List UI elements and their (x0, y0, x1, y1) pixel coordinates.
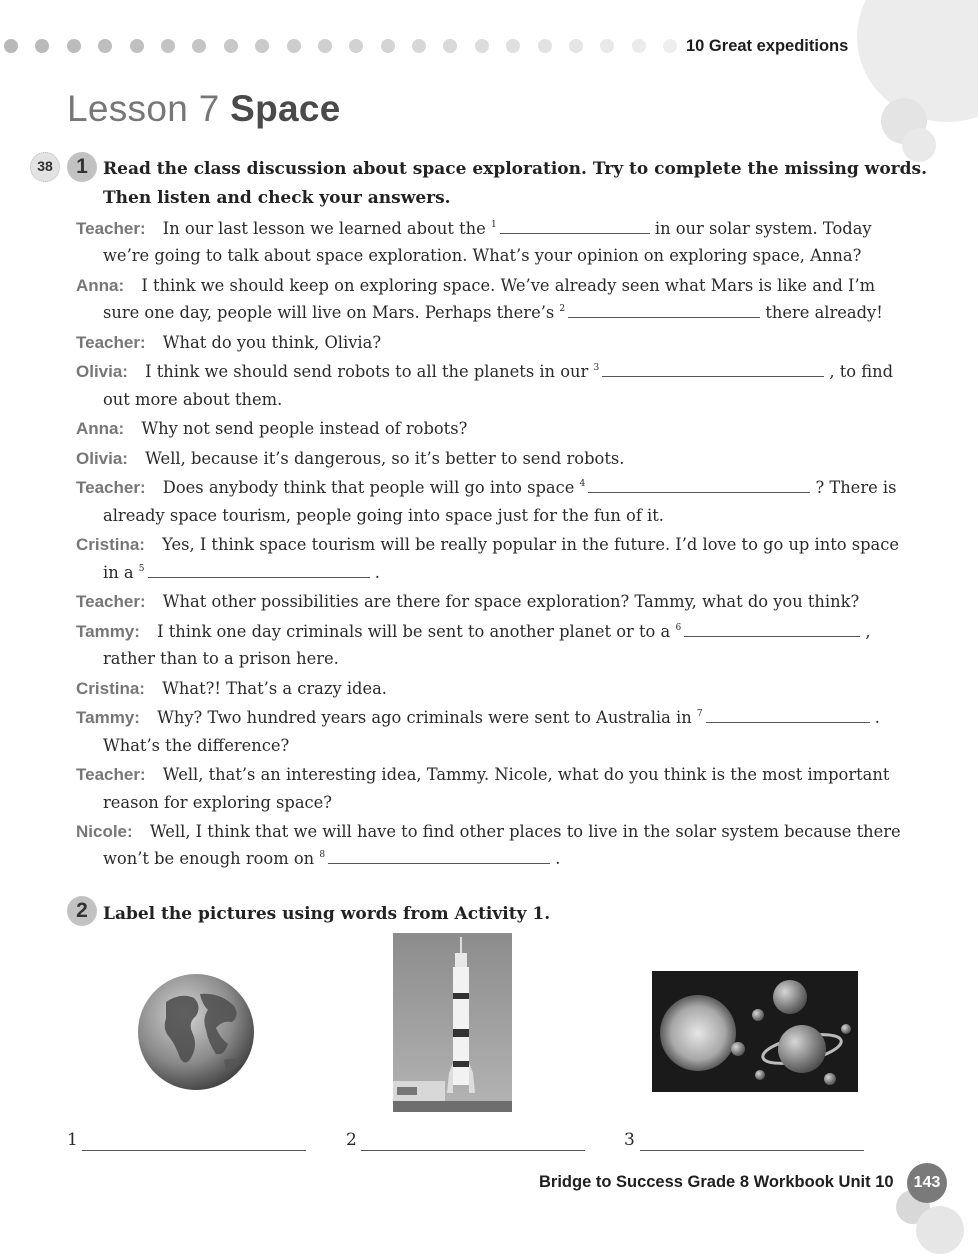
header-dot (538, 39, 552, 53)
dialogue-line (76, 329, 916, 356)
dialogue-line (76, 415, 916, 442)
line-text-after: . What’s the difference? (103, 708, 880, 755)
picture-1-answer-line[interactable] (82, 1150, 306, 1151)
line-text: What?! That’s a crazy idea. (162, 678, 387, 698)
activity-1-number: 1 (67, 152, 97, 182)
answer-blank[interactable] (148, 563, 370, 578)
gap-number: 2 (559, 304, 566, 315)
dialogue-line (76, 618, 916, 673)
header-dot (318, 39, 332, 53)
page-number: 143 (907, 1163, 947, 1203)
activity-2-instruction: Label the pictures using words from Activity 1. (103, 904, 551, 924)
instruction-line-1: Read the class discussion about space exploration. Try to complete the missing words. (103, 159, 927, 179)
line-text: I think one day criminals will be sent to another planet or to a (157, 621, 671, 641)
gap-number: 1 (490, 220, 497, 230)
header-dot (381, 39, 395, 53)
speaker-name: Olivia: (76, 448, 128, 468)
header-dot (412, 39, 426, 53)
speaker-name: Anna: (76, 275, 125, 295)
line-text: Well, I think that we will have to find other places to live in the solar system because there won’t be enough room on (103, 822, 901, 869)
answer-blank[interactable] (588, 478, 810, 493)
answer-blank[interactable] (328, 849, 550, 864)
header-dot (255, 39, 269, 53)
header-dot (4, 39, 18, 53)
dialogue-line (76, 272, 916, 327)
dialogue-line (76, 531, 916, 586)
line-text-after: , rather than to a prison here. (103, 621, 871, 669)
dialogue-line (76, 358, 916, 413)
line-text-after: there already! (765, 303, 883, 323)
speaker-name: Tammy: (76, 708, 140, 728)
line-text: I think we should keep on exploring space. We’ve already seen what Mars is like and I’m sure one day, people will live on Mars. Perhaps there’s (103, 275, 876, 323)
header-dot-row (4, 39, 677, 53)
line-text: Why? Two hundred years ago criminals were sent to Australia in (157, 708, 692, 728)
unit-title: 10 Great expeditions (686, 37, 849, 55)
solar-system-picture (652, 971, 858, 1092)
header-dot (224, 39, 238, 53)
picture-2-number: 2 (346, 1130, 357, 1150)
speaker-name: Cristina: (76, 535, 145, 555)
speaker-name: Teacher: (76, 765, 146, 785)
line-text-after: , to find out more about them. (103, 362, 894, 409)
header-dot (349, 39, 363, 53)
line-text: I think we should send robots to all the planets in our (145, 362, 589, 382)
gap-number: 4 (579, 479, 586, 490)
answer-blank[interactable] (602, 362, 824, 377)
line-text-after: ? There is already space tourism, people going into space just for the fun of it. (103, 478, 897, 525)
header-dot (506, 39, 520, 53)
gap-number: 7 (696, 709, 703, 720)
speaker-name: Teacher: (76, 332, 146, 352)
line-text: Yes, I think space tourism will be really popular in the future. I’d love to go up into space in a (103, 535, 899, 582)
rocket-picture (393, 933, 512, 1112)
speaker-name: Cristina: (76, 678, 145, 698)
line-text-after: in our solar system. Today we’re going to talk about space exploration. What’s your opinion on exploring space, Anna? (103, 219, 872, 266)
speaker-name: Teacher: (76, 219, 146, 238)
line-text: What do you think, Olivia? (162, 332, 382, 352)
header-dot (663, 39, 677, 53)
speaker-name: Olivia: (76, 362, 128, 382)
dialogue-line (76, 474, 916, 529)
header-dot (600, 39, 614, 53)
picture-2-answer-line[interactable] (361, 1150, 585, 1151)
header-dot (475, 39, 489, 53)
gap-number: 5 (138, 563, 145, 574)
answer-blank[interactable] (568, 303, 760, 318)
instruction-line-2: Then listen and check your answers. (103, 188, 451, 208)
header-dot (192, 39, 206, 53)
dialogue-line (76, 675, 916, 702)
header-dot (161, 39, 175, 53)
line-text: In our last lesson we learned about the (162, 219, 486, 238)
activity-1-instruction (103, 155, 927, 213)
lesson-title (67, 88, 341, 130)
line-text: What other possibilities are there for space exploration? Tammy, what do you think? (162, 592, 860, 612)
gap-number: 6 (675, 622, 682, 633)
line-text: Why not send people instead of robots? (141, 419, 468, 439)
line-text-after: . (555, 849, 561, 869)
picture-1-number: 1 (67, 1130, 78, 1150)
dialogue-line (76, 445, 916, 472)
line-text: Well, because it’s dangerous, so it’s better to send robots. (145, 448, 625, 468)
line-text: Well, that’s an interesting idea, Tammy. Nicole, what do you think is the most important reason for exploring space? (103, 765, 890, 812)
header-dot (98, 39, 112, 53)
audio-track-badge: 38 (30, 152, 60, 182)
speaker-name: Nicole: (76, 822, 133, 842)
activity-2-number: 2 (67, 896, 97, 926)
header-dot (287, 39, 301, 53)
header-dot (35, 39, 49, 53)
dialogue-line (76, 761, 916, 816)
header-dot (569, 39, 583, 53)
answer-blank[interactable] (684, 622, 860, 637)
line-text-after: . (374, 562, 380, 582)
gap-number: 8 (319, 850, 326, 861)
speaker-name: Teacher: (76, 592, 146, 612)
lesson-topic: Space (230, 88, 341, 129)
speaker-name: Anna: (76, 419, 125, 439)
answer-blank[interactable] (706, 708, 870, 723)
earth-globe-picture (136, 972, 256, 1092)
header-dot (632, 39, 646, 53)
discussion-dialogue (76, 215, 916, 875)
lesson-prefix: Lesson 7 (67, 88, 220, 129)
dialogue-line (76, 704, 916, 759)
gap-number: 3 (593, 363, 600, 374)
picture-3-number: 3 (624, 1130, 635, 1150)
answer-blank[interactable] (500, 219, 650, 234)
dialogue-line (76, 588, 916, 615)
header-dot (67, 39, 81, 53)
header-dot (443, 39, 457, 53)
dialogue-line (76, 215, 916, 270)
header-dot (130, 39, 144, 53)
speaker-name: Tammy: (76, 621, 140, 641)
speaker-name: Teacher: (76, 478, 146, 498)
footer-bubble-2 (916, 1206, 964, 1254)
dialogue-line (76, 818, 916, 873)
book-title-footer: Bridge to Success Grade 8 Workbook Unit 10 (539, 1173, 894, 1191)
line-text: Does anybody think that people will go into space (162, 478, 575, 498)
picture-3-answer-line[interactable] (640, 1150, 864, 1151)
